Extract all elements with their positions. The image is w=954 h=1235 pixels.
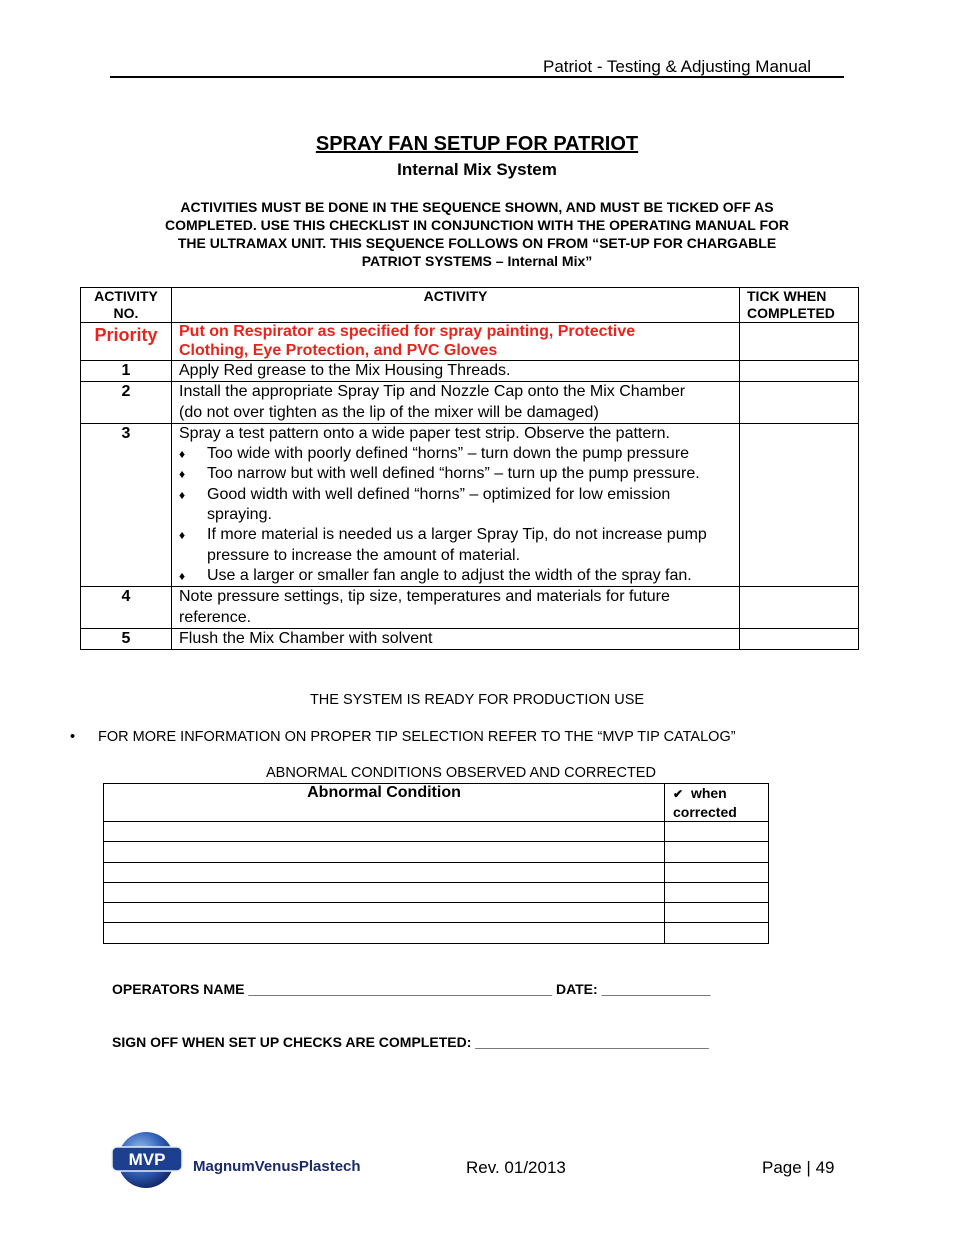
intro-line: COMPLETED. USE THIS CHECKLIST IN CONJUNCTION WITH THE OPERATING MANUAL FOR — [164, 217, 790, 233]
intro-line: ACTIVITIES MUST BE DONE IN THE SEQUENCE SHOWN, AND MUST BE TICKED OFF AS — [180, 199, 774, 215]
activity-text: Spray a test pattern onto a wide paper test strip. Observe the pattern. ♦ Too wide with poorly defined “horns” – turn down the pump pressure ♦ Too narrow but with well defined “horns” – turn up the pump pressure. ♦ Good width with well defined “horns” – optimized for low emission spraying. ♦ If more material is needed us a larger Spray Tip, do not increase pump pressure to increase the amount of material. ♦ Use a larger or smaller fan angle to adjust the width of the spray fan. — [172, 423, 740, 586]
tick-box[interactable] — [740, 361, 859, 382]
table-row — [104, 903, 769, 923]
activity-checklist-table — [80, 287, 859, 650]
table-row — [104, 822, 769, 842]
abnormal-conditions-table — [103, 783, 769, 944]
table-row — [104, 862, 769, 882]
activity-number: 5 — [81, 628, 172, 649]
date-field[interactable]: ______________ — [601, 981, 711, 997]
priority-activity: Put on Respirator as specified for spray painting, Protective Clothing, Eye Protection, and PVC Gloves — [172, 323, 740, 361]
tip-catalog-note — [70, 729, 736, 745]
activity-text: Install the appropriate Spray Tip and Nozzle Cap onto the Mix Chamber (do not over tighten as the lip of the mixer will be damaged) — [172, 382, 740, 424]
corrected-cell[interactable] — [665, 862, 769, 882]
condition-cell[interactable] — [104, 842, 665, 862]
mvp-globe-icon — [110, 1130, 400, 1192]
tip-catalog-text: FOR MORE INFORMATION ON PROPER TIP SELECTION REFER TO THE “MVP TIP CATALOG” — [98, 729, 736, 745]
condition-cell[interactable] — [104, 822, 665, 842]
sign-off-line — [112, 1034, 709, 1050]
bullet-item: ♦ Too narrow but with well defined “horns” – turn up the pump pressure. — [179, 464, 732, 484]
header-rule — [110, 76, 844, 78]
condition-cell[interactable] — [104, 882, 665, 902]
table-row — [104, 882, 769, 902]
table-row — [81, 628, 859, 649]
condition-cell[interactable] — [104, 923, 665, 943]
page-number: Page | 49 — [762, 1158, 835, 1177]
table-row — [81, 361, 859, 382]
operator-name-line — [112, 981, 711, 997]
diamond-bullet-icon: ♦ — [179, 528, 186, 543]
activity-text: Note pressure settings, tip size, temperatures and materials for future reference. — [172, 587, 740, 629]
activity-text: Apply Red grease to the Mix Housing Threads. — [172, 361, 740, 382]
document-title: SPRAY FAN SETUP FOR PATRIOT — [315, 133, 639, 155]
table-row — [104, 842, 769, 862]
corrected-cell[interactable] — [665, 882, 769, 902]
bullet-item: ♦ Too wide with poorly defined “horns” – turn down the pump pressure — [179, 444, 732, 464]
activity-number: 2 — [81, 382, 172, 424]
tick-box[interactable] — [740, 423, 859, 586]
activity-number: 3 — [81, 423, 172, 586]
table-header-row — [104, 784, 769, 822]
tick-box[interactable] — [740, 628, 859, 649]
tick-box[interactable] — [740, 587, 859, 629]
diamond-bullet-icon: ♦ — [179, 568, 186, 583]
activity-number: 4 — [81, 587, 172, 629]
intro-instructions — [120, 198, 834, 270]
intro-line: PATRIOT SYSTEMS – Internal Mix” — [361, 253, 593, 269]
table-row-priority — [81, 323, 859, 361]
condition-cell[interactable] — [104, 903, 665, 923]
bullet-item: ♦ Good width with well defined “horns” – optimized for low emission spraying. — [179, 485, 732, 526]
header-activity-no: ACTIVITY NO. — [81, 288, 172, 323]
header-tick-when-completed: TICK WHEN COMPLETED — [740, 288, 859, 323]
diamond-bullet-icon: ♦ — [179, 487, 186, 502]
header-when-corrected: ✔ when corrected — [665, 784, 769, 822]
svg-text:MagnumVenusPlastech: MagnumVenusPlastech — [193, 1158, 361, 1175]
tick-box[interactable] — [740, 323, 859, 361]
sign-off-field[interactable]: ______________________________ — [475, 1034, 709, 1050]
diamond-bullet-icon: ♦ — [179, 447, 186, 462]
table-row — [81, 382, 859, 424]
checkmark-icon: ✔ — [673, 787, 684, 801]
operator-name-label: OPERATORS NAME — [112, 981, 245, 997]
ready-status-text: THE SYSTEM IS READY FOR PRODUCTION USE — [309, 692, 645, 708]
intro-line: THE ULTRAMAX UNIT. THIS SEQUENCE FOLLOWS ON FROM “SET-UP FOR CHARGABLE — [177, 235, 777, 251]
header-title: Patriot - Testing & Adjusting Manual — [543, 57, 812, 76]
tick-box[interactable] — [740, 382, 859, 424]
mvp-logo — [110, 1130, 400, 1192]
sign-off-label: SIGN OFF WHEN SET UP CHECKS ARE COMPLETED: — [112, 1034, 472, 1050]
table-row — [104, 923, 769, 943]
priority-label: Priority — [81, 323, 172, 361]
document-subtitle: Internal Mix System — [397, 160, 557, 179]
bullet-item: ♦ If more material is needed us a larger Spray Tip, do not increase pump pressure to increase the amount of material. — [179, 525, 732, 566]
table-row — [81, 587, 859, 629]
activity-text: Flush the Mix Chamber with solvent — [172, 628, 740, 649]
operator-name-field[interactable]: _______________________________________ — [248, 981, 553, 997]
diamond-bullet-icon: ♦ — [179, 467, 186, 482]
activity-number: 1 — [81, 361, 172, 382]
corrected-cell[interactable] — [665, 923, 769, 943]
svg-text:MVP: MVP — [128, 1150, 166, 1169]
corrected-cell[interactable] — [665, 903, 769, 923]
corrected-cell[interactable] — [665, 842, 769, 862]
header-activity: ACTIVITY — [172, 288, 740, 323]
condition-cell[interactable] — [104, 862, 665, 882]
table-row — [81, 423, 859, 586]
table-header-row — [81, 288, 859, 323]
bullet-icon: • — [70, 729, 76, 745]
header-abnormal-condition: Abnormal Condition — [104, 784, 665, 822]
date-label: DATE: — [555, 981, 598, 997]
revision-text: Rev. 01/2013 — [466, 1158, 566, 1177]
corrected-cell[interactable] — [665, 822, 769, 842]
bullet-item: ♦ Use a larger or smaller fan angle to adjust the width of the spray fan. — [179, 566, 732, 586]
abnormal-conditions-caption: ABNORMAL CONDITIONS OBSERVED AND CORRECTED — [266, 765, 656, 781]
